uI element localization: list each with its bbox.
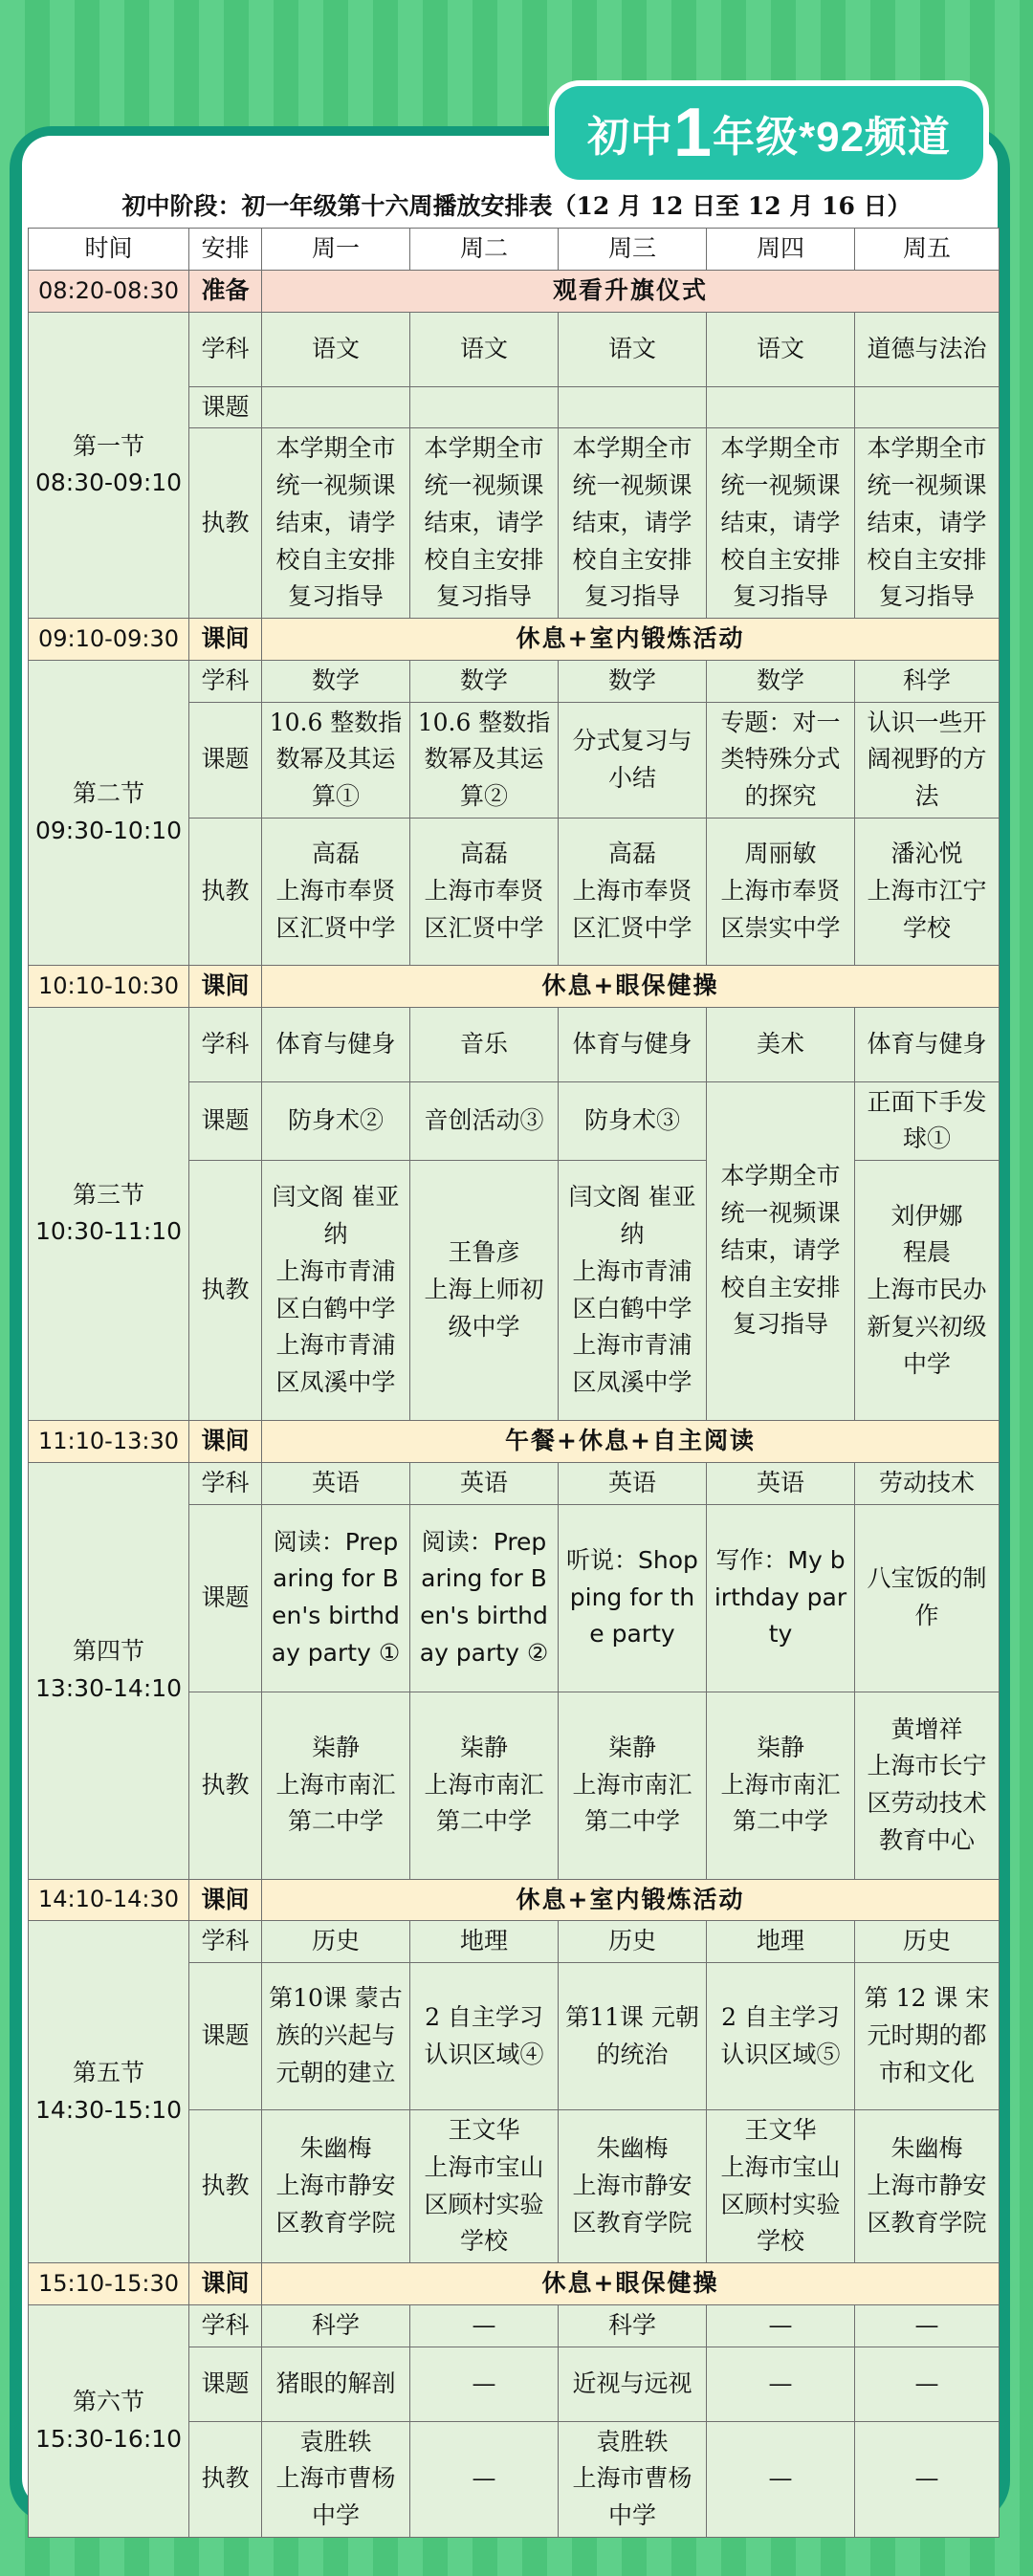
break-label: 课间 bbox=[189, 1879, 262, 1921]
session-1-subject-row bbox=[29, 312, 1000, 386]
break-activity: 休息+室内锻炼活动 bbox=[262, 619, 1000, 661]
row-label-topic: 课题 bbox=[189, 2347, 262, 2421]
break-label: 课间 bbox=[189, 2263, 262, 2305]
session-name: 第四节 bbox=[72, 1637, 144, 1666]
topic-cell: 2 自主学习认识区域④ bbox=[410, 1963, 559, 2110]
subject-cell: 语文 bbox=[707, 312, 855, 386]
prep-row bbox=[29, 270, 1000, 312]
subject-cell: 数学 bbox=[410, 660, 559, 702]
break-label: 课间 bbox=[189, 619, 262, 661]
row-label-topic: 课题 bbox=[189, 1963, 262, 2110]
teacher-cell: 高磊 上海市奉贤区汇贤中学 bbox=[410, 818, 559, 965]
teacher-cell: 袁胜轶 上海市曹杨中学 bbox=[559, 2421, 707, 2537]
topic-cell: 阅读：Preparing for Ben's birthday party ① bbox=[262, 1504, 410, 1692]
session-1-cell bbox=[29, 312, 189, 619]
header-day: 周一 bbox=[262, 229, 410, 271]
topic-cell: 第10课 蒙古族的兴起与元朝的建立 bbox=[262, 1963, 410, 2110]
row-label-topic: 课题 bbox=[189, 1081, 262, 1161]
subject-cell: 音乐 bbox=[410, 1007, 559, 1081]
row-label-subject: 学科 bbox=[189, 312, 262, 386]
teacher-cell: 刘伊娜 程晨 上海市民办新复兴初级中学 bbox=[855, 1161, 1000, 1421]
row-label-teacher: 执教 bbox=[189, 428, 262, 619]
topic-cell: 写作：My birthday party bbox=[707, 1504, 855, 1692]
teacher-cell: 潘沁悦 上海市江宁学校 bbox=[855, 818, 1000, 965]
badge-prefix: 初中 bbox=[586, 114, 673, 161]
break-row bbox=[29, 2263, 1000, 2305]
session-name: 第二节 bbox=[72, 779, 144, 807]
prep-activity: 观看升旗仪式 bbox=[262, 270, 1000, 312]
teacher-cell: 高磊 上海市奉贤区汇贤中学 bbox=[559, 818, 707, 965]
notice-cell: 本学期全市统一视频课结束，请学校自主安排复习指导 bbox=[410, 428, 559, 619]
session-name: 第五节 bbox=[72, 2058, 144, 2086]
subject-cell: 英语 bbox=[559, 1462, 707, 1504]
teacher-cell: 柒静 上海市南汇第二中学 bbox=[559, 1692, 707, 1879]
subject-cell: 美术 bbox=[707, 1007, 855, 1081]
topic-cell: 认识一些开阔视野的方法 bbox=[855, 702, 1000, 818]
teacher-cell: 闫文阁 崔亚纳 上海市青浦区白鹤中学 上海市青浦区凤溪中学 bbox=[559, 1161, 707, 1421]
teacher-cell: 朱幽梅 上海市静安区教育学院 bbox=[559, 2110, 707, 2263]
teacher-cell: 王文华 上海市宝山区顾村实验学校 bbox=[707, 2110, 855, 2263]
session-time: 09:30-10:10 bbox=[34, 816, 183, 844]
topic-cell bbox=[410, 386, 559, 428]
topic-cell: — bbox=[410, 2347, 559, 2421]
row-label-subject: 学科 bbox=[189, 1007, 262, 1081]
subject-cell: 科学 bbox=[855, 660, 1000, 702]
topic-cell: 2 自主学习认识区域⑤ bbox=[707, 1963, 855, 2110]
teacher-cell: 闫文阁 崔亚纳 上海市青浦区白鹤中学 上海市青浦区凤溪中学 bbox=[262, 1161, 410, 1421]
topic-cell: 专题：对一类特殊分式的探究 bbox=[707, 702, 855, 818]
notice-cell: 本学期全市统一视频课结束，请学校自主安排复习指导 bbox=[707, 428, 855, 619]
session-4-subject-row bbox=[29, 1462, 1000, 1504]
notice-cell: 本学期全市统一视频课结束，请学校自主安排复习指导 bbox=[707, 1081, 855, 1421]
topic-cell: 第11课 元朝的统治 bbox=[559, 1963, 707, 2110]
prep-label: 准备 bbox=[189, 270, 262, 312]
subject-cell: 英语 bbox=[707, 1462, 855, 1504]
session-time: 14:30-15:10 bbox=[34, 2095, 183, 2124]
session-name: 第三节 bbox=[72, 1180, 144, 1209]
subject-cell: — bbox=[410, 2304, 559, 2347]
subject-cell: 数学 bbox=[262, 660, 410, 702]
row-label-subject: 学科 bbox=[189, 660, 262, 702]
session-time: 10:30-11:10 bbox=[34, 1217, 183, 1246]
topic-cell: — bbox=[855, 2347, 1000, 2421]
break-time: 14:10-14:30 bbox=[29, 1879, 189, 1921]
subject-cell: 地理 bbox=[707, 1921, 855, 1963]
channel-badge bbox=[555, 86, 983, 180]
session-5-cell bbox=[29, 1921, 189, 2263]
badge-grade-number: 1 bbox=[672, 95, 713, 171]
subject-cell: 数学 bbox=[707, 660, 855, 702]
subject-cell: 体育与健身 bbox=[559, 1007, 707, 1081]
teacher-cell: 柒静 上海市南汇第二中学 bbox=[262, 1692, 410, 1879]
break-label: 课间 bbox=[189, 1421, 262, 1463]
subject-cell: 历史 bbox=[262, 1921, 410, 1963]
subject-cell: 历史 bbox=[559, 1921, 707, 1963]
subject-cell: 语文 bbox=[262, 312, 410, 386]
topic-cell: 分式复习与小结 bbox=[559, 702, 707, 818]
session-6-cell bbox=[29, 2304, 189, 2537]
break-row bbox=[29, 1421, 1000, 1463]
topic-cell: 正面下手发球① bbox=[855, 1081, 1000, 1161]
subject-cell: 语文 bbox=[559, 312, 707, 386]
schedule-title: 初中阶段：初一年级第十六周播放安排表（12 月 12 日至 12 月 16 日） bbox=[121, 192, 912, 220]
break-time: 09:10-09:30 bbox=[29, 619, 189, 661]
topic-cell bbox=[855, 386, 1000, 428]
teacher-cell: 袁胜轶 上海市曹杨中学 bbox=[262, 2421, 410, 2537]
subject-cell: 英语 bbox=[262, 1462, 410, 1504]
topic-cell: 10.6 整数指数幂及其运算① bbox=[262, 702, 410, 818]
teacher-cell: 黄增祥 上海市长宁区劳动技术教育中心 bbox=[855, 1692, 1000, 1879]
topic-cell: 听说：Shopping for the party bbox=[559, 1504, 707, 1692]
topic-cell bbox=[559, 386, 707, 428]
row-label-subject: 学科 bbox=[189, 1462, 262, 1504]
row-label-teacher: 执教 bbox=[189, 818, 262, 965]
teacher-cell: — bbox=[707, 2421, 855, 2537]
subject-cell: 劳动技术 bbox=[855, 1462, 1000, 1504]
teacher-cell: 王文华 上海市宝山区顾村实验学校 bbox=[410, 2110, 559, 2263]
session-time: 15:30-16:10 bbox=[34, 2424, 183, 2453]
teacher-cell: 朱幽梅 上海市静安区教育学院 bbox=[262, 2110, 410, 2263]
header-day: 周五 bbox=[855, 229, 1000, 271]
session-6-subject-row bbox=[29, 2304, 1000, 2347]
row-label-topic: 课题 bbox=[189, 702, 262, 818]
subject-cell: 地理 bbox=[410, 1921, 559, 1963]
badge-suffix: 年级*92频道 bbox=[712, 114, 952, 161]
break-row bbox=[29, 1879, 1000, 1921]
teacher-cell: 王鲁彦 上海上师初级中学 bbox=[410, 1161, 559, 1421]
teacher-cell: — bbox=[855, 2421, 1000, 2537]
header-day: 周三 bbox=[559, 229, 707, 271]
break-row bbox=[29, 965, 1000, 1007]
topic-cell bbox=[262, 386, 410, 428]
subject-cell: 历史 bbox=[855, 1921, 1000, 1963]
notice-cell: 本学期全市统一视频课结束，请学校自主安排复习指导 bbox=[262, 428, 410, 619]
header-day: 周四 bbox=[707, 229, 855, 271]
row-label-teacher: 执教 bbox=[189, 1692, 262, 1879]
header-day: 周二 bbox=[410, 229, 559, 271]
teacher-cell: 高磊 上海市奉贤区汇贤中学 bbox=[262, 818, 410, 965]
session-3-subject-row bbox=[29, 1007, 1000, 1081]
row-label-topic: 课题 bbox=[189, 386, 262, 428]
subject-cell: 道德与法治 bbox=[855, 312, 1000, 386]
topic-cell: 防身术② bbox=[262, 1081, 410, 1161]
row-label-teacher: 执教 bbox=[189, 2110, 262, 2263]
row-label-teacher: 执教 bbox=[189, 2421, 262, 2537]
session-3-cell bbox=[29, 1007, 189, 1421]
session-2-subject-row bbox=[29, 660, 1000, 702]
break-time: 11:10-13:30 bbox=[29, 1421, 189, 1463]
topic-cell: 八宝饭的制作 bbox=[855, 1504, 1000, 1692]
topic-cell: 猪眼的解剖 bbox=[262, 2347, 410, 2421]
teacher-cell: 朱幽梅 上海市静安区教育学院 bbox=[855, 2110, 1000, 2263]
topic-cell bbox=[707, 386, 855, 428]
subject-cell: 体育与健身 bbox=[262, 1007, 410, 1081]
row-label-subject: 学科 bbox=[189, 1921, 262, 1963]
topic-cell: 10.6 整数指数幂及其运算② bbox=[410, 702, 559, 818]
subject-cell: 科学 bbox=[262, 2304, 410, 2347]
session-time: 13:30-14:10 bbox=[34, 1674, 183, 1703]
notice-cell: 本学期全市统一视频课结束，请学校自主安排复习指导 bbox=[559, 428, 707, 619]
session-name: 第六节 bbox=[72, 2388, 144, 2415]
header-row bbox=[29, 229, 1000, 271]
session-2-cell bbox=[29, 660, 189, 965]
header-arrange: 安排 bbox=[189, 229, 262, 271]
topic-cell: 音创活动③ bbox=[410, 1081, 559, 1161]
session-4-cell bbox=[29, 1462, 189, 1879]
teacher-cell: 柒静 上海市南汇第二中学 bbox=[410, 1692, 559, 1879]
row-label-subject: 学科 bbox=[189, 2304, 262, 2347]
break-time: 10:10-10:30 bbox=[29, 965, 189, 1007]
teacher-cell: 周丽敏 上海市奉贤区崇实中学 bbox=[707, 818, 855, 965]
topic-cell: 近视与远视 bbox=[559, 2347, 707, 2421]
session-name: 第一节 bbox=[72, 431, 144, 460]
break-label: 课间 bbox=[189, 965, 262, 1007]
teacher-cell: 柒静 上海市南汇第二中学 bbox=[707, 1692, 855, 1879]
topic-cell: — bbox=[707, 2347, 855, 2421]
break-activity: 休息+室内锻炼活动 bbox=[262, 1879, 1000, 1921]
subject-cell: 语文 bbox=[410, 312, 559, 386]
teacher-cell: — bbox=[410, 2421, 559, 2537]
prep-time: 08:20-08:30 bbox=[29, 270, 189, 312]
break-row bbox=[29, 619, 1000, 661]
subject-cell: 体育与健身 bbox=[855, 1007, 1000, 1081]
topic-cell: 防身术③ bbox=[559, 1081, 707, 1161]
subject-cell: 数学 bbox=[559, 660, 707, 702]
subject-cell: 科学 bbox=[559, 2304, 707, 2347]
topic-cell: 第 12 课 宋元时期的都市和文化 bbox=[855, 1963, 1000, 2110]
subject-cell: — bbox=[707, 2304, 855, 2347]
schedule-table bbox=[28, 228, 1000, 2538]
row-label-topic: 课题 bbox=[189, 1504, 262, 1692]
break-activity: 休息+眼保健操 bbox=[262, 2263, 1000, 2305]
subject-cell: — bbox=[855, 2304, 1000, 2347]
notice-cell: 本学期全市统一视频课结束，请学校自主安排复习指导 bbox=[855, 428, 1000, 619]
row-label-teacher: 执教 bbox=[189, 1161, 262, 1421]
session-time: 08:30-09:10 bbox=[34, 469, 183, 497]
session-5-subject-row bbox=[29, 1921, 1000, 1963]
subject-cell: 英语 bbox=[410, 1462, 559, 1504]
header-time: 时间 bbox=[29, 229, 189, 271]
topic-cell: 阅读：Preparing for Ben's birthday party ② bbox=[410, 1504, 559, 1692]
break-activity: 休息+眼保健操 bbox=[262, 965, 1000, 1007]
break-time: 15:10-15:30 bbox=[29, 2263, 189, 2305]
break-activity: 午餐+休息+自主阅读 bbox=[262, 1421, 1000, 1463]
